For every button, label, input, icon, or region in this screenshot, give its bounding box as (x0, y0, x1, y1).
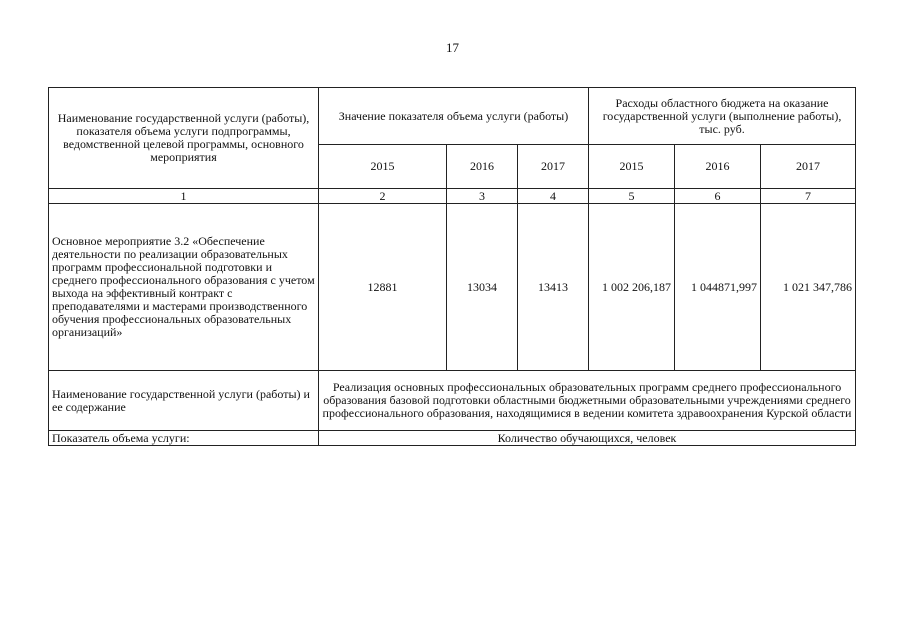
budget-table (48, 87, 856, 446)
header-spending-unit: тыс. руб. (699, 121, 745, 136)
header-volume-value: Значение показателя объема услуги (работы) (319, 88, 589, 145)
header-service-name: Наименование государственной услуги (работы), показателя объема услуги подпрограммы, ведомственной целевой программы, основного мероприятия (49, 88, 319, 189)
spending-2015-value: 1 002 206,187 (589, 204, 675, 371)
year-2016-volume: 2016 (447, 145, 518, 189)
col-number-6: 6 (675, 189, 761, 204)
service-label: Наименование государственной услуги (работы) и ее содержание (49, 371, 319, 431)
year-2015-volume: 2015 (319, 145, 447, 189)
header-spending-text: Расходы областного бюджета на оказание государственной услуги (выполнение работы), (602, 95, 842, 123)
col-number-7: 7 (761, 189, 856, 204)
col-number-3: 3 (447, 189, 518, 204)
year-2015-spending: 2015 (589, 145, 675, 189)
page-number: 17 (446, 40, 459, 55)
col-number-2: 2 (319, 189, 447, 204)
indicator-label: Показатель объема услуги: (49, 431, 319, 446)
spending-2016-value: 1 044871,997 (675, 204, 761, 371)
indicator-content: Количество обучающихся, человек (319, 431, 856, 446)
year-2017-volume: 2017 (518, 145, 589, 189)
col-number-1: 1 (49, 189, 319, 204)
service-content: Реализация основных профессиональных образовательных программ среднего профессионального образования базовой подготовки областными бюджетными образовательными учреждениями среднего профессионального образования, находящимися в ведении комитета здравоохранения Курской области (319, 371, 856, 431)
col-number-4: 4 (518, 189, 589, 204)
volume-2015-value: 12881 (319, 204, 447, 371)
year-2017-spending: 2017 (761, 145, 856, 189)
header-spending (589, 88, 856, 145)
activity-name: Основное мероприятие 3.2 «Обеспечение деятельности по реализации образовательных программ профессиональной подготовки и среднего профессионального образования с учетом выхода на эффективный контракт с преподавателями и мастерами производственного обучения профессиональных образовательных организаций» (49, 204, 319, 371)
volume-2016-value: 13034 (447, 204, 518, 371)
year-2016-spending: 2016 (675, 145, 761, 189)
volume-2017-value: 13413 (518, 204, 589, 371)
spending-2017-value: 1 021 347,786 (761, 204, 856, 371)
col-number-5: 5 (589, 189, 675, 204)
